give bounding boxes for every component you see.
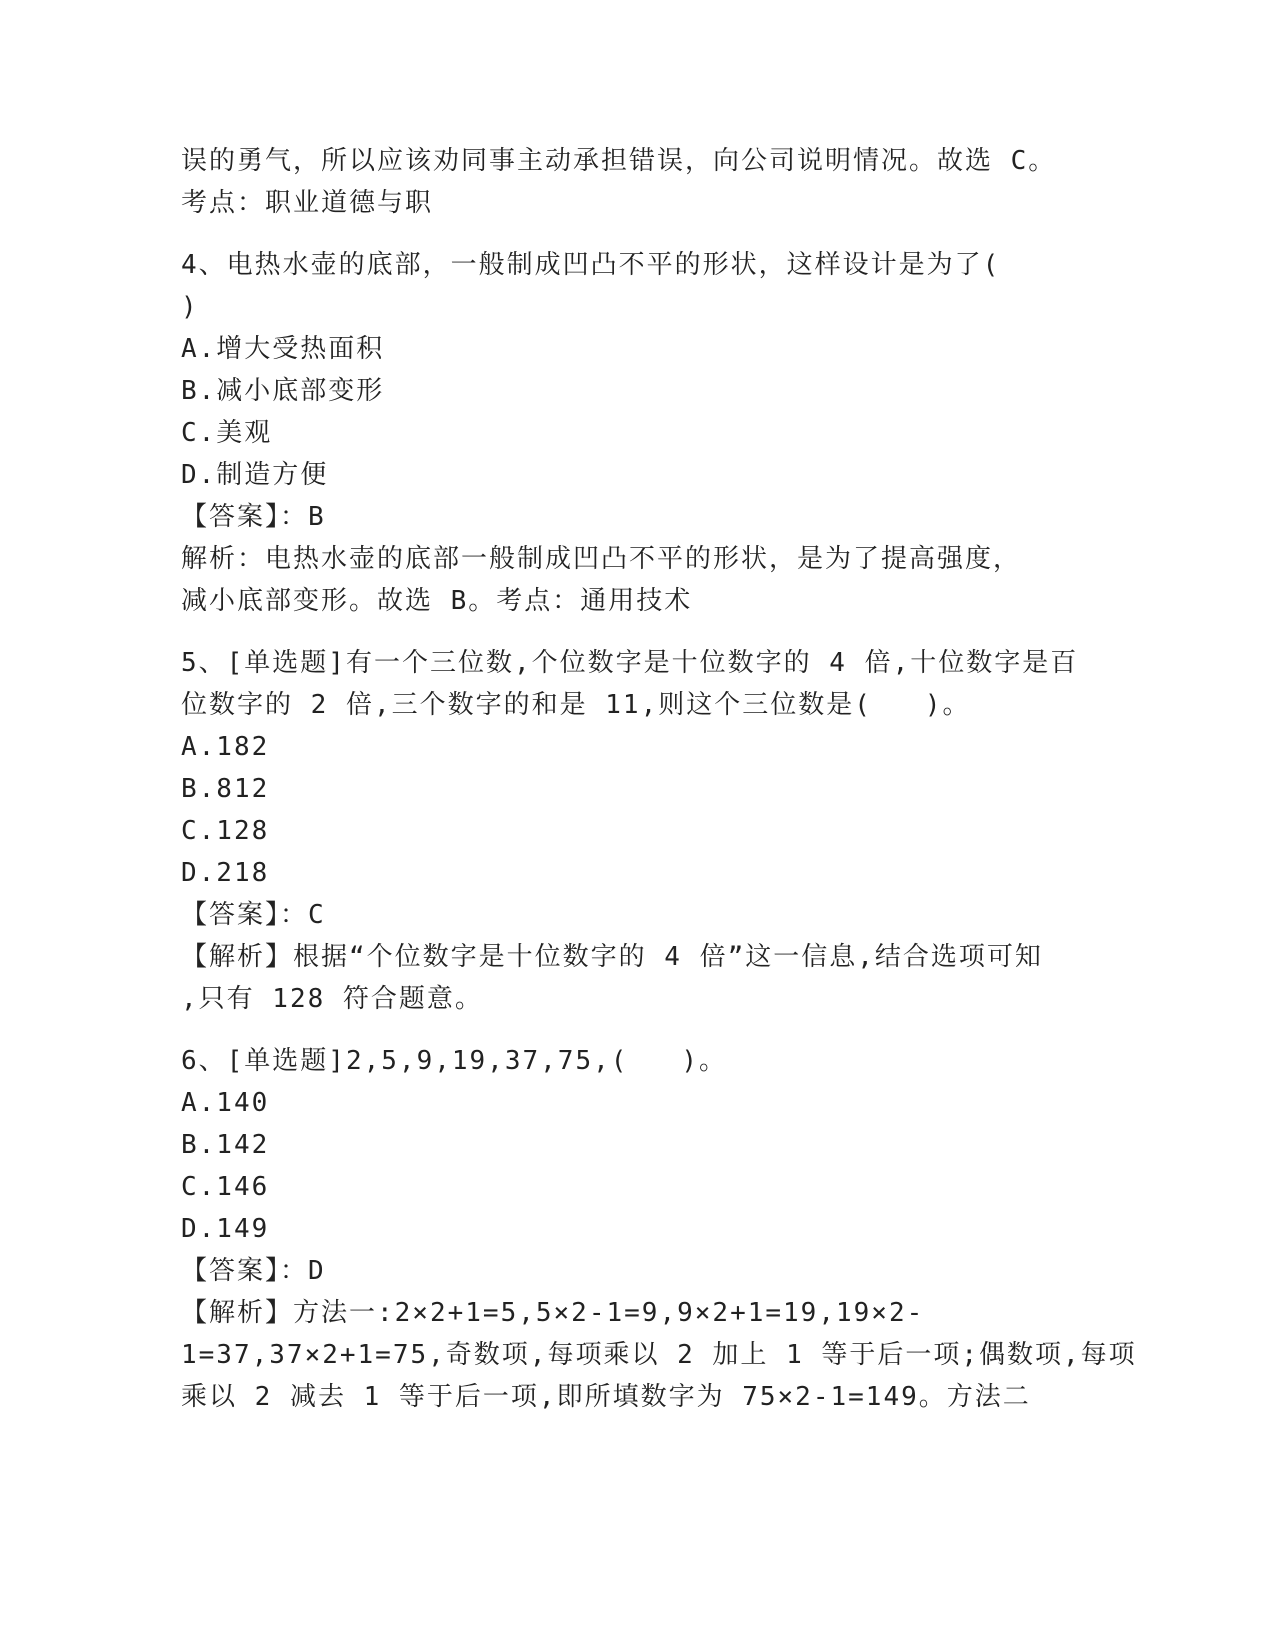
document-page [181, 140, 1137, 1418]
option-b: B.142 [181, 1130, 270, 1160]
analysis-line: 【解析】方法一:2×2+1=5,5×2-1=9,9×2+1=19,19×2- [181, 1298, 925, 1328]
question-text: 4、电热水壶的底部，一般制成凹凸不平的形状，这样设计是为了( [181, 250, 1001, 280]
option-a: A.182 [181, 732, 270, 762]
option-d: D.218 [181, 858, 270, 888]
analysis-line: 解析：电热水壶的底部一般制成凹凸不平的形状，是为了提高强度， [181, 544, 1022, 574]
question-4 [181, 244, 1081, 622]
question-text: ) [181, 292, 199, 322]
question-5 [181, 642, 1081, 1020]
option-d: D.149 [181, 1214, 270, 1244]
intro-line: 考点：职业道德与职 [181, 188, 434, 218]
option-c: C.128 [181, 816, 270, 846]
answer: 【答案】：D [181, 1256, 326, 1286]
analysis-line: 乘以 2 减去 1 等于后一项,即所填数字为 75×2-1=149。方法二 [181, 1382, 1031, 1412]
question-text: 5、[单选题]有一个三位数,个位数字是十位数字的 4 倍,十位数字是百 [181, 648, 1079, 678]
option-b: B.减小底部变形 [181, 376, 385, 406]
option-c: C.美观 [181, 418, 273, 448]
intro-line: 误的勇气，所以应该劝同事主动承担错误，向公司说明情况。故选 C。 [181, 146, 1057, 176]
option-a: A.140 [181, 1088, 270, 1118]
analysis-line: 【解析】根据“个位数字是十位数字的 4 倍”这一信息,结合选项可知 [181, 942, 1043, 972]
option-c: C.146 [181, 1172, 270, 1202]
question-text: 位数字的 2 倍,三个数字的和是 11,则这个三位数是( )。 [181, 690, 971, 720]
question-text: 6、[单选题]2,5,9,19,37,75,( )。 [181, 1046, 728, 1076]
question-6 [181, 1040, 1137, 1418]
intro-block [181, 140, 1081, 224]
answer: 【答案】：C [181, 900, 326, 930]
answer: 【答案】：B [181, 502, 326, 532]
analysis-line: 1=37,37×2+1=75,奇数项,每项乘以 2 加上 1 等于后一项;偶数项,每项 [181, 1340, 1137, 1370]
option-a: A.增大受热面积 [181, 334, 385, 364]
analysis-line: ,只有 128 符合题意。 [181, 984, 483, 1014]
option-b: B.812 [181, 774, 270, 804]
analysis-line: 减小底部变形。故选 B。考点：通用技术 [181, 586, 693, 616]
option-d: D.制造方便 [181, 460, 329, 490]
